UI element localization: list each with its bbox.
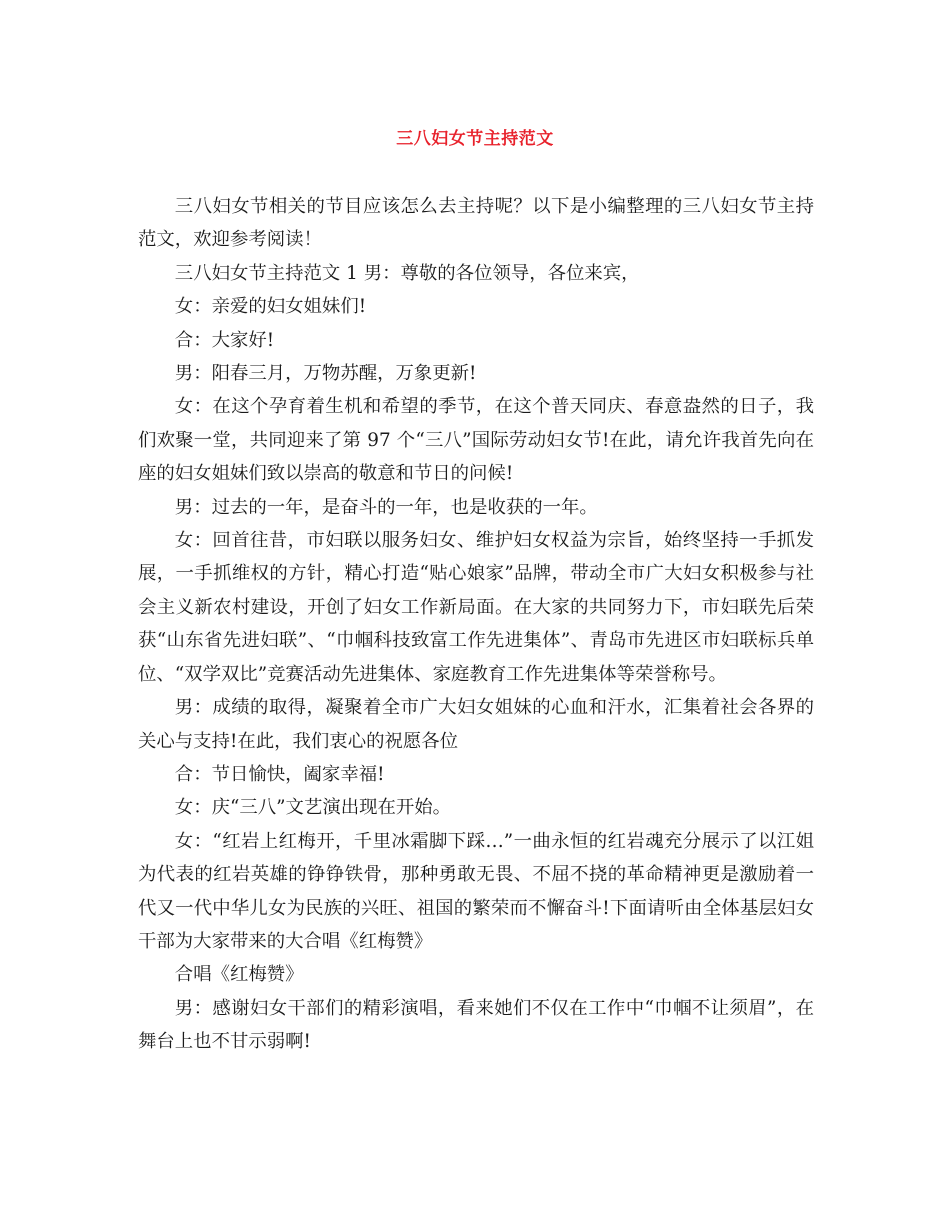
paragraph-line: 男：过去的一年，是奋斗的一年，也是收获的一年。 [174,496,598,518]
paragraph-line: 女：庆“三八”文艺演出现在开始。 [174,797,452,819]
paragraph-intro: 三八妇女节相关的节目应该怎么去主持呢？以下是小编整理的三八妇女节主持范文，欢迎参考阅读！ [138,196,814,251]
paragraph-line: 男：成绩的取得，凝聚着全市广大妇女姐妹的心血和汗水，汇集着社会各界的关心与支持!在此，我们衷心的祝愿各位 [138,697,814,752]
paragraph-line: 女：在这个孕育着生机和希望的季节，在这个普天同庆、春意盎然的日子，我们欢聚一堂，共同迎来了第 97 个“三八”国际劳动妇女节!在此，请允许我首先向在座的妇女姐妹们致以崇高的敬意和节日的问候! [138,396,814,485]
paragraph-line: 男：感谢妇女干部们的精彩演唱，看来她们不仅在工作中“巾帼不让须眉”，在舞台上也不甘示弱啊! [138,997,814,1053]
paragraph-line: 合：节日愉快，阖家幸福! [174,763,385,785]
paragraph-line: 合唱《红梅赞》 [174,964,304,986]
document-body [138,190,814,1059]
paragraph-script-opening: 三八妇女节主持范文 1 男：尊敬的各位领导，各位来宾， [174,262,640,284]
paragraph-line: 女：亲爱的妇女姐妹们! [174,296,367,318]
document-title: 三八妇女节主持范文 [396,129,554,149]
paragraph-line: 女：“红岩上红梅开，千里冰霜脚下踩…”一曲永恒的红岩魂充分展示了以江姐为代表的红岩英雄的铮铮铁骨，那种勇敢无畏、不屈不挠的革命精神更是激励着一代又一代中华儿女为民族的兴旺、祖国的繁荣而不懈奋斗!下面请听由全体基层妇女干部为大家带来的大合唱《红梅赞》 [138,830,814,952]
paragraph-line: 女：回首往昔，市妇联以服务妇女、维护妇女权益为宗旨，始终坚持一手抓发展，一手抓维权的方针，精心打造“贴心娘家”品牌，带动全市广大妇女积极参与社会主义新农村建设，开创了妇女工作新局面。在大家的共同努力下，市妇联先后荣获“山东省先进妇联”、“巾帼科技致富工作先进集体”、青岛市先进区市妇联标兵单位、“双学双比”竞赛活动先进集体、家庭教育工作先进集体等荣誉称号。 [138,530,814,685]
paragraph-line: 男：阳春三月，万物苏醒，万象更新! [174,363,477,385]
paragraph-line: 合：大家好! [174,329,275,351]
